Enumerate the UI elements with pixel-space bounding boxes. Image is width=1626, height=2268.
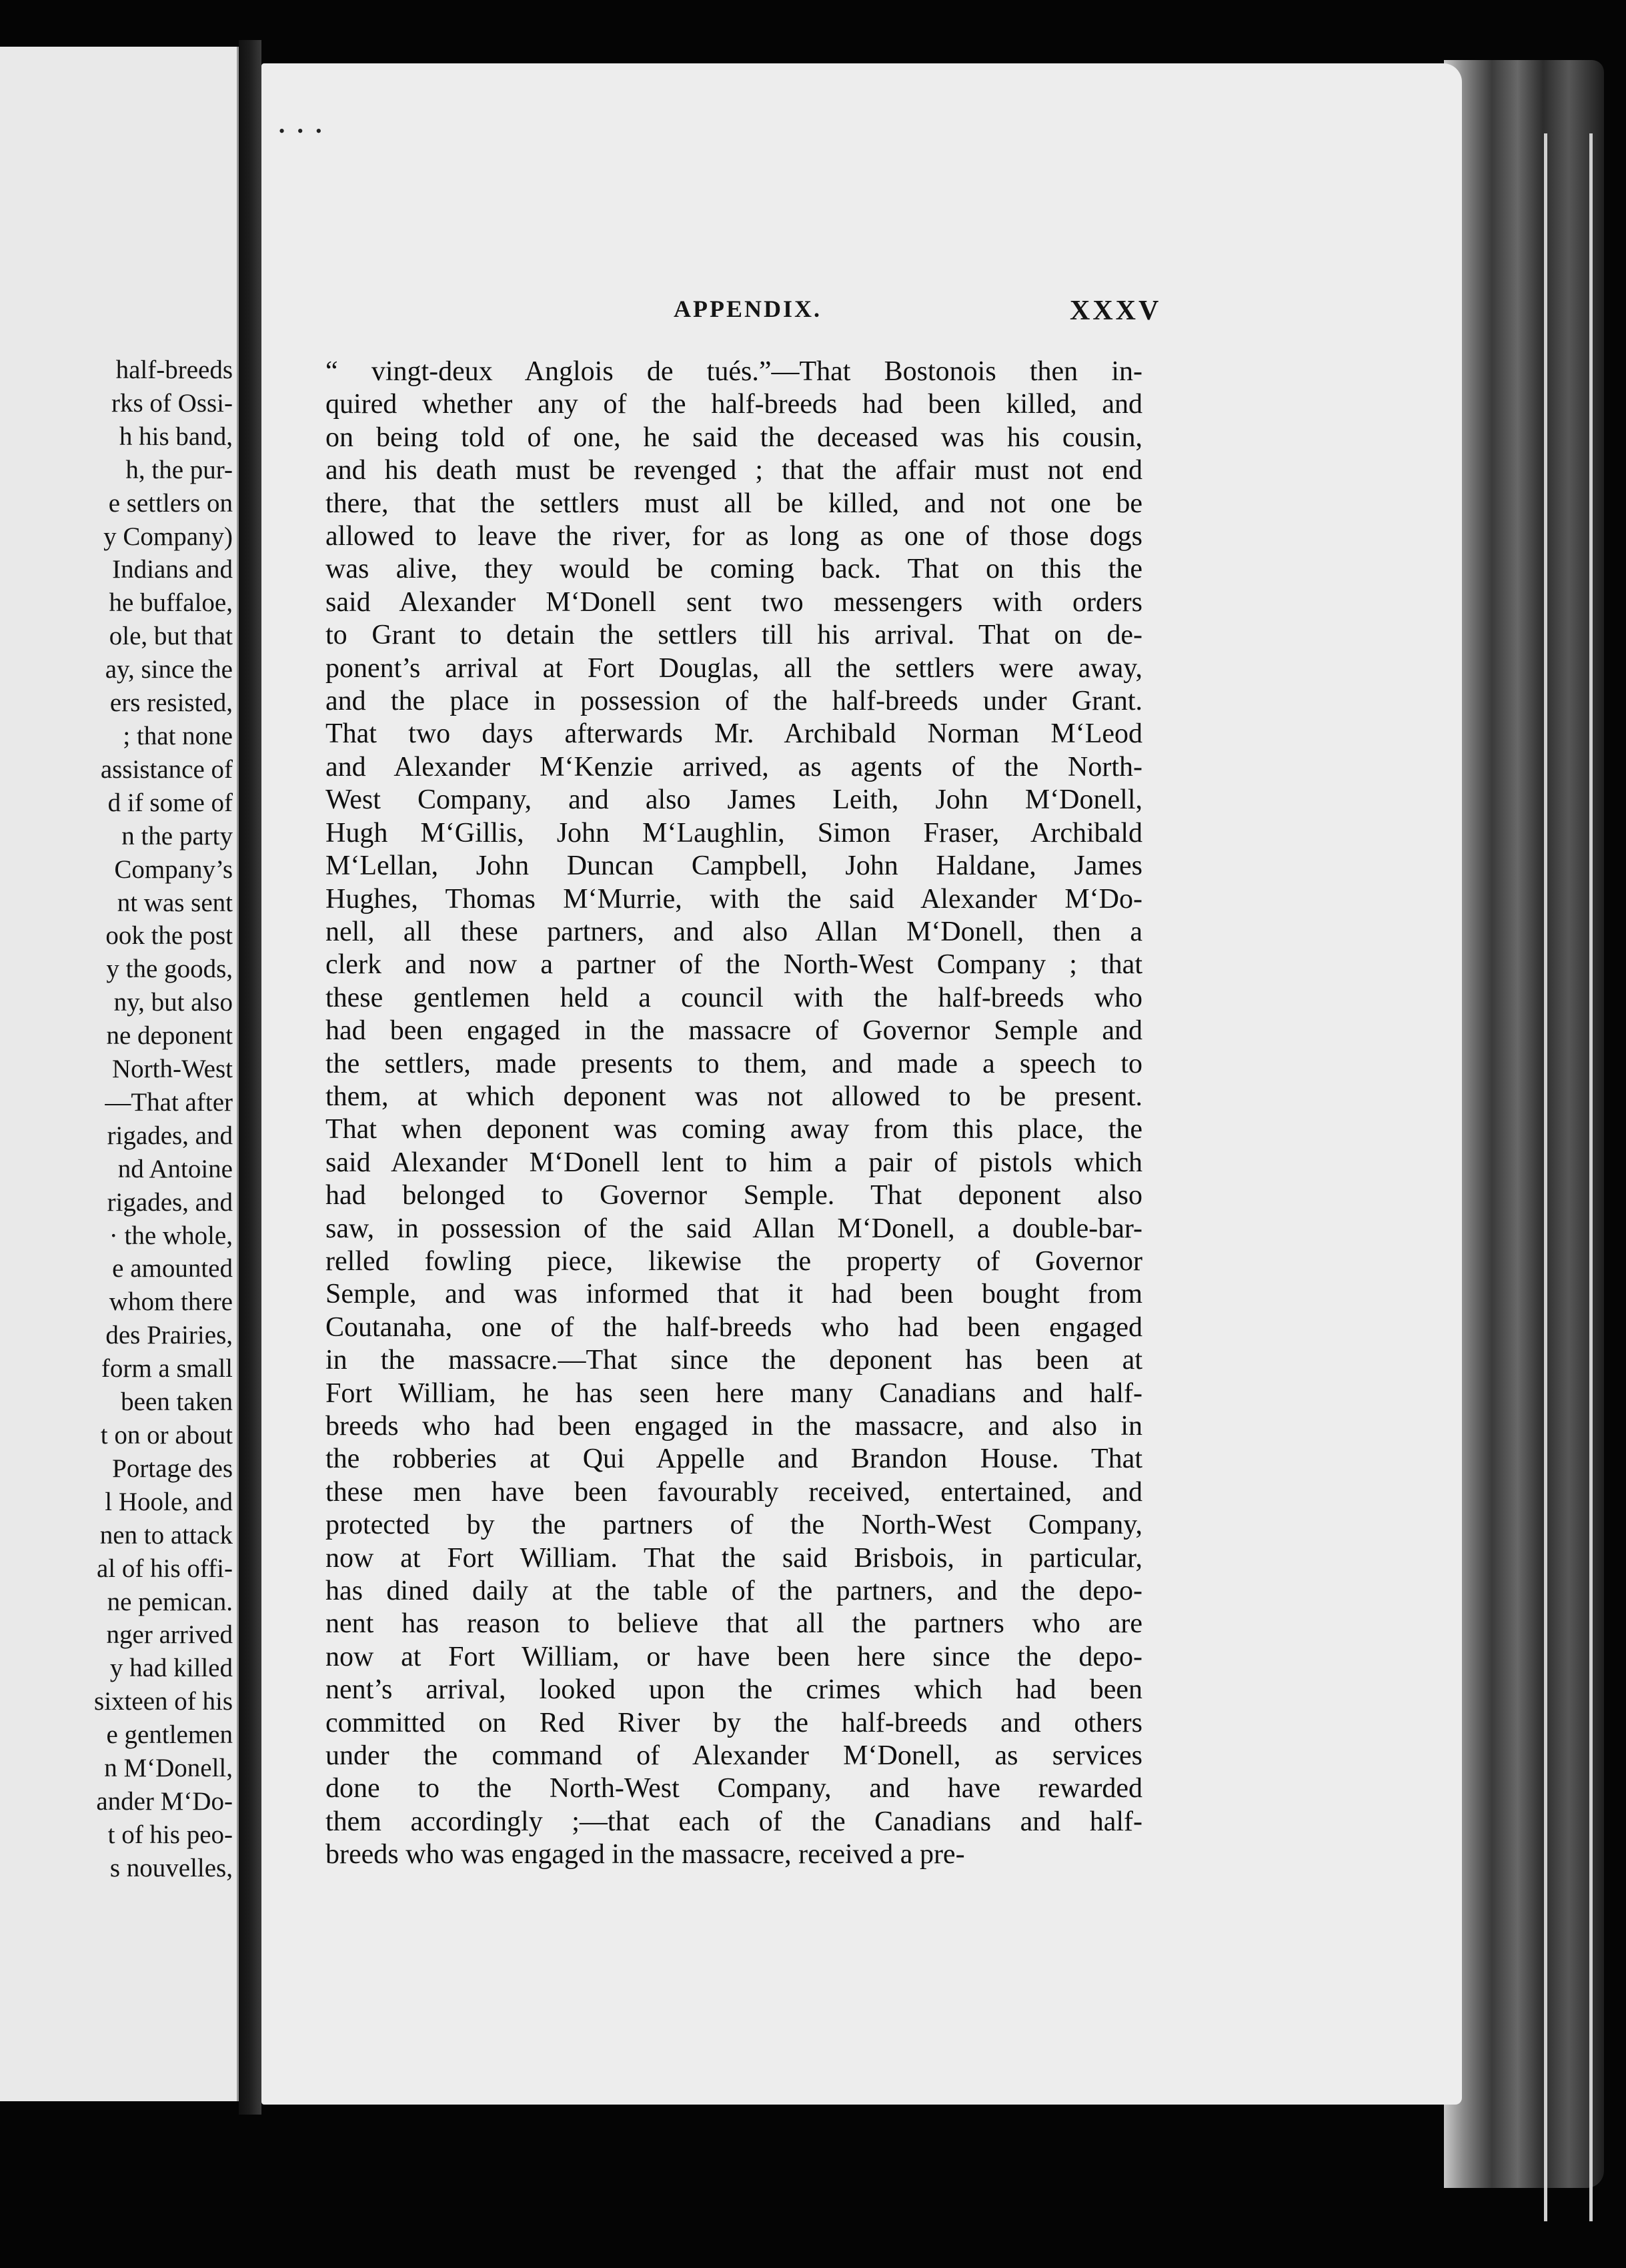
text-line: them, at which deponent was not allowed to be present. [325, 1081, 1142, 1112]
facing-page-line: whom there [109, 1287, 233, 1317]
page-edge-line [1589, 133, 1593, 2221]
text-line: protected by the partners of the North-West Company, [325, 1510, 1142, 1541]
text-line: That two days afterwards Mr. Archibald Norman M‘Leod [325, 718, 1142, 750]
text-line: them accordingly ;—that each of the Canadians and half- [325, 1806, 1142, 1837]
text-line: West Company, and also James Leith, John M‘Donell, [325, 784, 1142, 816]
facing-page-line: e gentlemen [106, 1720, 233, 1750]
facing-page-line: des Prairies, [105, 1321, 233, 1350]
text-line: relled fowling piece, likewise the property of Governor [325, 1245, 1142, 1277]
facing-page-line: h, the pur- [125, 455, 233, 484]
text-line: on being told of one, he said the deceased was his cousin, [325, 422, 1142, 453]
facing-page-line: n M‘Donell, [104, 1754, 233, 1783]
text-line: Hugh M‘Gillis, John M‘Laughlin, Simon Fraser, Archibald [325, 817, 1142, 848]
text-line: allowed to leave the river, for as long as one of those dogs [325, 521, 1142, 552]
facing-page-line: he buffaloe, [109, 588, 233, 618]
facing-page-line: ook the post [105, 921, 233, 951]
text-line: and his death must be revenged ; that the affair must not end [325, 455, 1142, 486]
text-line: and the place in possession of the half-breeds under Grant. [325, 686, 1142, 717]
text-line: to Grant to detain the settlers till his arrival. That on de- [325, 620, 1142, 651]
text-line: Hughes, Thomas M‘Murrie, with the said Alexander M‘Do- [325, 883, 1142, 915]
facing-page-line: ne deponent [106, 1021, 233, 1051]
page-body-text [325, 356, 1142, 1872]
facing-page-line: ole, but that [109, 622, 233, 651]
facing-page-line: —That after [105, 1087, 233, 1117]
text-line: That when deponent was coming away from this place, the [325, 1114, 1142, 1145]
facing-page-line: nd Antoine [117, 1154, 233, 1183]
text-line: clerk and now a partner of the North-West Company ; that [325, 949, 1142, 981]
page-number: XXXV [1070, 296, 1162, 326]
facing-page-line: y the goods, [106, 955, 233, 984]
facing-page-line: nen to attack [99, 1520, 233, 1550]
facing-page-line: rks of Ossi- [111, 388, 233, 418]
text-line: in the massacre.—That since the deponent has been at [325, 1345, 1142, 1376]
page-edge-line [1544, 133, 1547, 2221]
text-line: Fort William, he has seen here many Canadians and half- [325, 1377, 1142, 1409]
text-line: these men have been favourably received, entertained, and [325, 1476, 1142, 1508]
facing-page-line: rigades, and [107, 1121, 233, 1150]
facing-page-line: Portage des [112, 1454, 233, 1483]
facing-page-line: nt was sent [117, 888, 233, 917]
text-line: had been engaged in the massacre of Governor Semple and [325, 1015, 1142, 1047]
facing-page-line: ay, since the [105, 655, 233, 684]
facing-page-line: e amounted [112, 1254, 233, 1283]
text-line: the settlers, made presents to them, and made a speech to [325, 1048, 1142, 1079]
facing-page-line: sixteen of his [94, 1687, 233, 1716]
facing-page-text [94, 354, 233, 1885]
text-line: ponent’s arrival at Fort Douglas, all the settlers were away, [325, 652, 1142, 684]
text-line: quired whether any of the half-breeds had been killed, and [325, 389, 1142, 420]
text-line: saw, in possession of the said Allan M‘Donell, a double-bar- [325, 1213, 1142, 1244]
facing-page-line: Indians and [112, 555, 233, 584]
text-line: said Alexander M‘Donell sent two messengers with orders [325, 586, 1142, 618]
facing-page-line: d if some of [107, 788, 233, 817]
text-line: breeds who was engaged in the massacre, received a pre- [325, 1839, 965, 1870]
text-line: was alive, they would be coming back. That on this the [325, 554, 1142, 585]
page-header [0, 295, 1626, 335]
facing-page-line: t of his peo- [107, 1820, 233, 1849]
page-edge [1444, 60, 1604, 2188]
facing-page-line: half-breeds [115, 356, 233, 384]
facing-page-line: y had killed [109, 1654, 233, 1683]
text-line: the robberies at Qui Appelle and Brandon House. That [325, 1444, 1142, 1475]
facing-page-line: North-West [112, 1055, 233, 1084]
facing-page-line: nger arrived [106, 1620, 233, 1650]
facing-page-line: s nouvelles, [109, 1853, 233, 1882]
facing-page-line: ; that none [123, 721, 233, 750]
facing-page-line: assistance of [100, 754, 233, 784]
facing-page-line: l Hoole, and [105, 1487, 233, 1516]
text-line: said Alexander M‘Donell lent to him a pair of pistols which [325, 1147, 1142, 1178]
facing-page-line: rigades, and [107, 1187, 233, 1217]
running-head: APPENDIX. [674, 296, 822, 322]
text-line: now at Fort William. That the said Brisbois, in particular, [325, 1542, 1142, 1574]
facing-page-line: y Company) [103, 522, 233, 551]
text-line: under the command of Alexander M‘Donell, as services [325, 1740, 1142, 1772]
text-line: Coutanaha, one of the half-breeds who had been engaged [325, 1311, 1142, 1343]
text-line: these gentlemen held a council with the half-breeds who [325, 982, 1142, 1013]
text-line: has dined daily at the table of the partners, and the depo- [325, 1576, 1142, 1607]
facing-page-line: h his band, [119, 422, 233, 451]
facing-page-line: been taken [121, 1387, 233, 1417]
facing-page-line: ny, but also [113, 988, 233, 1017]
text-line: done to the North-West Company, and have rewarded [325, 1773, 1142, 1804]
text-line: nell, all these partners, and also Allan M‘Donell, then a [325, 916, 1142, 947]
text-line: Semple, and was informed that it had been bought from [325, 1279, 1142, 1310]
facing-page-line: ander M‘Do- [96, 1786, 233, 1816]
facing-page-line: form a small [101, 1354, 233, 1383]
text-line: M‘Lellan, John Duncan Campbell, John Haldane, James [325, 851, 1142, 882]
facing-page-line: · the whole, [109, 1221, 233, 1250]
text-line: and Alexander M‘Kenzie arrived, as agents of the North- [325, 751, 1142, 782]
facing-page-line: al of his offi- [97, 1554, 233, 1583]
text-line: there, that the settlers must all be killed, and not one be [325, 488, 1142, 519]
text-line: had belonged to Governor Semple. That deponent also [325, 1180, 1142, 1211]
book-gutter [239, 40, 261, 2115]
text-line: breeds who had been engaged in the massacre, and also in [325, 1411, 1142, 1442]
text-line: now at Fort William, or have been here since the depo- [325, 1641, 1142, 1672]
facing-page-line: ers resisted, [109, 688, 233, 718]
page-marks: • • • [279, 121, 326, 141]
text-line: nent’s arrival, looked upon the crimes which had been [325, 1674, 1142, 1706]
facing-page-line: n the party [121, 821, 233, 851]
facing-page [0, 47, 239, 2101]
facing-page-line: e settlers on [108, 488, 233, 518]
text-line: committed on Red River by the half-breeds and others [325, 1707, 1142, 1738]
text-line: “ vingt-deux Anglois de tués.”—That Bostonois then in- [325, 356, 1142, 387]
facing-page-line: ne pemican. [107, 1587, 233, 1616]
facing-page-line: t on or about [100, 1421, 233, 1450]
facing-page-line: Company’s [114, 855, 233, 884]
text-line: nent has reason to believe that all the partners who are [325, 1608, 1142, 1640]
